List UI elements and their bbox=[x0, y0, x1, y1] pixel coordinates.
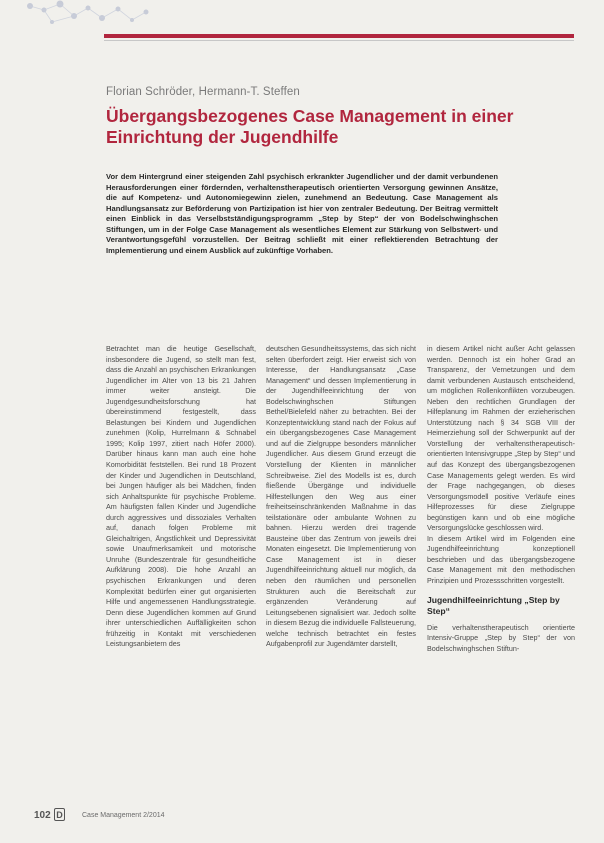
body-paragraph: deutschen Gesundheitssystems, das sich nicht selten überfordert zeigt. Hier erweist sich von Interesse, der Handlungsansatz „Case Management“ und dessen Implementierung in der Jugendhilfeeinrichtung der von Bodelschwinghschen Stiftungen Bethel/Bielefeld näher zu betrachten. Bei der Konzeptentwicklung stand nach der Fokus auf ein übergangsbezogenes Case Management und auf die Zielgruppe besonders männlicher Jugendlicher. Aus diesem Grund erzeugt die Vorstellung der Klienten in männlicher Schreibweise. Ziel des Modells ist es, durch fließende Übergänge und individuelle Hilfestellungen den Weg aus einer freiheitseinschränkenden Maßnahme in das teilstationäre oder ambulante Wohnen zu bahnen. Hierzu werden drei tragende Bausteine über das Zentrum von jeweils drei Monaten eingesetzt. Die Implementierung von Case Management ist in dieser Jugendhilfeeinrichtung aktuell nur möglich, da neben den räumlichen und personellen Strukturen auch die Bereitschaft zur ergänzenden Veränderung auf Leitungsebenen signalisiert war. Jedoch sollte in diesem Bezug die individuelle Fallsteuerung, welche technisch betrachtet ein festes Aufgabenprofil zur Jugendämter darstellt, bbox=[266, 344, 416, 649]
header-band bbox=[0, 0, 604, 40]
body-column-3 bbox=[427, 344, 575, 654]
body-paragraph: Betrachtet man die heutige Gesellschaft, insbesondere die Jugend, so stellt man fest, dass die Anzahl an psychischen Erkrankungen Jugendlicher im Alter von 13 bis 21 Jahren immer weiter ansteigt. Die Jugendgesundheitsforschung hat übereinstimmend festgestellt, dass Belastungen bei Kindern und Jugendlichen zunehmen (Kolip, Hurrelmann & Schnabel 1995; Kolip 1997, zitiert nach Höfer 2000). Darüber hinaus kann man auch eine hohe Komorbidität feststellen. Bei rund 18 Prozent der Kinder und Jugendlichen in Deutschland, bei Jungen häufiger als bei Mädchen, finden sich Anhaltspunkte für psychische Probleme. Am häufigsten fallen Kinder und Jugendliche durch aggressives und dissoziales Verhalten auf, danach folgen Probleme mit Gleichaltrigen, Ängstlichkeit und Depressivität sowie Unaufmerksamkeit und motorische Unruhe (Bundeszentrale für gesundheitliche Aufklärung 2008). Die hohe Anzahl an psychischen Erkrankungen und deren Komplexität bedürfen einer gut organisierten Hilfe und angemessenen Handlungsstrategie. Denn diese Jugendlichen kommen auf Grund ihrer unterschiedlichen Auffälligkeiten schon frühzeitig in Kontakt mit verschiedenen Leistungsanbietern des bbox=[106, 344, 256, 649]
article-authors: Florian Schröder, Hermann-T. Steffen bbox=[106, 86, 300, 98]
article-title: Übergangsbezogenes Case Management in einer Einrichtung der Jugendhilfe bbox=[106, 106, 514, 147]
page-footer bbox=[34, 808, 294, 824]
header-accent-rule bbox=[104, 34, 574, 38]
page-number: 102 bbox=[34, 810, 51, 821]
header-divider bbox=[104, 40, 574, 41]
journal-logo-icon: D bbox=[54, 808, 65, 821]
journal-name: Case Management 2/2014 bbox=[82, 812, 165, 819]
body-paragraph: in diesem Artikel nicht außer Acht gelassen werden. Dennoch ist ein hoher Grad an Transparenz, der Vernetzungen und dem damit verbundenen Austausch entscheidend, um möglichen Rollenkonflikten vorzubeugen. Neben den rechtlichen Grundlagen der Hilfeplanung im Rahmen der erzieherischen Unterstützung nach § 34 SGB VIII der Heimerziehung soll der Schwerpunkt auf der Vorstellung der verhaltenstherapeutisch-orientierten Intensivgruppe „Step by Step“ und auf das Konzept des übergangsbezogenen Case Managements gelegt werden. Es wird der Frage nachgegangen, ob dieses Versorgungsmodell positive Verläufe eines Hilfeprozesses für diese Zielgruppe begünstigen kann und ob eine mögliche Versorgungslücke geschlossen wird. bbox=[427, 344, 575, 533]
section-heading: Jugendhilfeeinrichtung „Step by Step“ bbox=[427, 594, 560, 616]
article-abstract: Vor dem Hintergrund einer steigenden Zahl psychisch erkrankter Jugendlicher und der damit verbundenen Herausforderungen einer fördernden, verhaltenstherapeutisch orientierten Versorgung gewinnen Ansätze, die auf Kompetenz- und Autonomiegewinn zielen, zunehmend an Bedeutung. Case Management als Handlungsansatz zur Beförderung von Partizipation ist hier von zentraler Bedeutung. Der Beitrag vermittelt einen Einblick in das Verselbstständigungsprogramm „Step by Step“ der von Bodelschwinghschen Stiftungen, um in der Folge Case Management als wesentliches Element zur Stärkung von Selbstwert- und Verantwortungsgefühl vorzustellen. Der Beitrag schließt mit einer reflektierenden Betrachtung der Implementierung und einem Ausblick auf zukünftige Vorhaben. bbox=[106, 172, 498, 255]
body-paragraph: Die verhaltenstherapeutisch orientierte Intensiv-Gruppe „Step by Step“ der von Bodelschwinghschen Stiftun- bbox=[427, 622, 575, 653]
body-column-1 bbox=[106, 344, 256, 650]
body-paragraph: In diesem Artikel wird im Folgenden eine Jugendhilfeeinrichtung konzeptionell beschrieben und das übergangsbezogene Case Management mit den methodischen Prinzipien und Prozessschritten vorgestellt. bbox=[427, 533, 575, 586]
body-column-2 bbox=[266, 344, 416, 650]
